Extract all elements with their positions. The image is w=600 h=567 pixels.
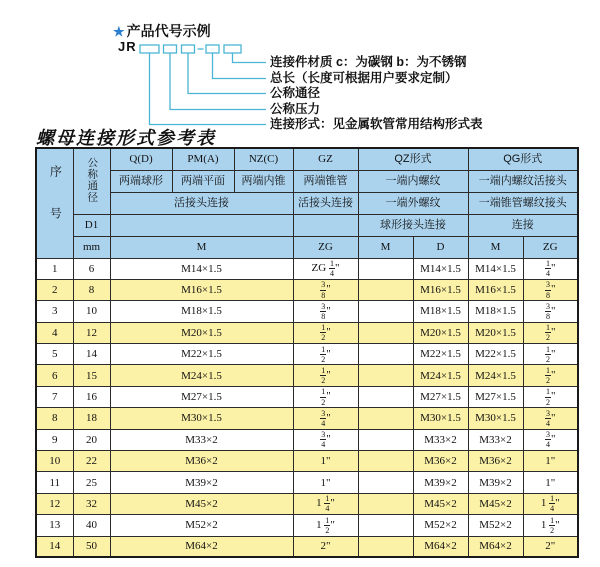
label-pressure: 公称压力 xyxy=(270,102,321,116)
cell-thread-m: M39×2 xyxy=(110,472,293,493)
table-row xyxy=(36,386,578,407)
cell-qg-zg: $\frac{1}{2}$ " xyxy=(523,365,578,386)
leader-line-diameter xyxy=(188,53,266,94)
cell-qz-d: M18×1.5 xyxy=(413,301,468,322)
cell-qz-d: M36×2 xyxy=(413,451,468,472)
header-qg-desc2: 一端锥管螺纹接头 xyxy=(468,192,578,214)
cell-gz: 2" xyxy=(293,536,358,557)
header-left-unit: M xyxy=(110,236,293,258)
cell-seq: 9 xyxy=(36,429,73,450)
cell-qz-m xyxy=(358,258,413,279)
cell-diameter: 15 xyxy=(73,365,110,386)
cell-seq: 5 xyxy=(36,344,73,365)
cell-seq: 4 xyxy=(36,322,73,343)
cell-qg-m: M36×2 xyxy=(468,451,523,472)
code-box-5 xyxy=(224,45,241,53)
cell-qg-m: M45×2 xyxy=(468,493,523,514)
cell-thread-m: M33×2 xyxy=(110,429,293,450)
cell-qz-m xyxy=(358,408,413,429)
cell-qz-d: M33×2 xyxy=(413,429,468,450)
header-qz-desc2: 一端外螺纹 xyxy=(358,192,468,214)
cell-qg-m: M14×1.5 xyxy=(468,258,523,279)
cell-diameter: 6 xyxy=(73,258,110,279)
cell-thread-m: M30×1.5 xyxy=(110,408,293,429)
cell-qz-d: M27×1.5 xyxy=(413,386,468,407)
table-row xyxy=(36,493,578,514)
cell-qg-zg: $\frac{1}{2}$ " xyxy=(523,322,578,343)
header-seq: 序号 xyxy=(36,148,73,258)
cell-qz-d: M24×1.5 xyxy=(413,365,468,386)
cell-qg-m: M16×1.5 xyxy=(468,279,523,300)
cell-qz-m xyxy=(358,301,413,322)
cell-qz-d: M52×2 xyxy=(413,515,468,536)
cell-qz-d: M30×1.5 xyxy=(413,408,468,429)
cell-qz-d: M22×1.5 xyxy=(413,344,468,365)
cell-diameter: 22 xyxy=(73,451,110,472)
code-box-3 xyxy=(182,45,195,53)
cell-seq: 14 xyxy=(36,536,73,557)
cell-diameter: 40 xyxy=(73,515,110,536)
cell-qg-m: M22×1.5 xyxy=(468,344,523,365)
cell-qg-m: M20×1.5 xyxy=(468,322,523,343)
cell-qg-zg: $\frac{1}{2}$ " xyxy=(523,386,578,407)
cell-seq: 6 xyxy=(36,365,73,386)
cell-thread-m: M14×1.5 xyxy=(110,258,293,279)
table-header xyxy=(36,148,578,258)
cell-qz-d: M64×2 xyxy=(413,536,468,557)
cell-diameter: 18 xyxy=(73,408,110,429)
header-qz-unit1: M xyxy=(358,236,413,258)
cell-qz-m xyxy=(358,536,413,557)
table-row xyxy=(36,451,578,472)
header-qg-unit1: M xyxy=(468,236,523,258)
table-row xyxy=(36,472,578,493)
header-gz-connection: 活接头连接 xyxy=(293,192,358,214)
cell-qz-d: M39×2 xyxy=(413,472,468,493)
cell-gz: ZG $\frac{1}{4}$ " xyxy=(293,258,358,279)
cell-seq: 8 xyxy=(36,408,73,429)
header-nzc-desc: 两端内锥 xyxy=(234,170,293,192)
cell-diameter: 10 xyxy=(73,301,110,322)
cell-gz: 1 $\frac{1}{2}$ " xyxy=(293,515,358,536)
cell-diameter: 32 xyxy=(73,493,110,514)
cell-qg-zg: $\frac{3}{8}$ " xyxy=(523,279,578,300)
header-qz-unit2: D xyxy=(413,236,468,258)
header-qd-desc: 两端球形 xyxy=(110,170,172,192)
header-qg-code: QG形式 xyxy=(468,148,578,170)
cell-gz: $\frac{1}{2}$ " xyxy=(293,365,358,386)
header-qz-code: QZ形式 xyxy=(358,148,468,170)
cell-diameter: 12 xyxy=(73,322,110,343)
cell-qg-m: M24×1.5 xyxy=(468,365,523,386)
cell-qg-m: M18×1.5 xyxy=(468,301,523,322)
cell-qg-m: M64×2 xyxy=(468,536,523,557)
cell-qg-m: M33×2 xyxy=(468,429,523,450)
cell-qz-m xyxy=(358,386,413,407)
cell-gz: $\frac{3}{8}$ " xyxy=(293,279,358,300)
cell-diameter: 50 xyxy=(73,536,110,557)
cell-thread-m: M20×1.5 xyxy=(110,322,293,343)
cell-qg-m: M30×1.5 xyxy=(468,408,523,429)
cell-seq: 1 xyxy=(36,258,73,279)
cell-qz-d: M45×2 xyxy=(413,493,468,514)
cell-thread-m: M18×1.5 xyxy=(110,301,293,322)
header-empty-gz xyxy=(293,214,358,236)
cell-qg-zg: $\frac{3}{4}$ " xyxy=(523,408,578,429)
table-row xyxy=(36,365,578,386)
header-gz-code: GZ xyxy=(293,148,358,170)
leader-line-form xyxy=(150,53,267,125)
cell-gz: $\frac{3}{4}$ " xyxy=(293,429,358,450)
leader-line-material xyxy=(233,53,267,63)
table-row xyxy=(36,536,578,557)
cell-seq: 3 xyxy=(36,301,73,322)
header-gz-unit: ZG xyxy=(293,236,358,258)
cell-diameter: 14 xyxy=(73,344,110,365)
table-row xyxy=(36,429,578,450)
cell-seq: 7 xyxy=(36,386,73,407)
cell-qz-m xyxy=(358,451,413,472)
cell-qg-zg: 1 $\frac{1}{4}$ " xyxy=(523,493,578,514)
cell-gz: 1" xyxy=(293,472,358,493)
header-gz-desc: 两端锥管 xyxy=(293,170,358,192)
cell-gz: $\frac{1}{2}$ " xyxy=(293,322,358,343)
table-row xyxy=(36,515,578,536)
cell-seq: 11 xyxy=(36,472,73,493)
cell-qz-m xyxy=(358,493,413,514)
cell-gz: $\frac{3}{4}$ " xyxy=(293,408,358,429)
leader-line-pressure xyxy=(170,53,266,110)
header-qz-desc1: 一端内螺纹 xyxy=(358,170,468,192)
cell-qz-m xyxy=(358,365,413,386)
cell-thread-m: M52×2 xyxy=(110,515,293,536)
code-box-4 xyxy=(206,45,219,53)
table-body xyxy=(36,258,578,557)
header-pma-code: PM(A) xyxy=(172,148,234,170)
label-form: 连接形式：见金属软管常用结构形式表 xyxy=(270,117,483,131)
label-material: 连接件材质 c：为碳钢 b：为不锈钢 xyxy=(270,55,467,69)
cell-qz-d: M20×1.5 xyxy=(413,322,468,343)
leader-line-length xyxy=(213,53,267,79)
cell-qz-m xyxy=(358,515,413,536)
cell-qz-m xyxy=(358,472,413,493)
cell-gz: 1 $\frac{1}{4}$ " xyxy=(293,493,358,514)
cell-qz-d: M14×1.5 xyxy=(413,258,468,279)
cell-diameter: 16 xyxy=(73,386,110,407)
table-row xyxy=(36,279,578,300)
cell-qg-zg: 1" xyxy=(523,451,578,472)
product-code-heading-label: 产品代号示例 xyxy=(126,23,211,39)
cell-gz: $\frac{1}{2}$ " xyxy=(293,386,358,407)
cell-diameter: 8 xyxy=(73,279,110,300)
cell-gz: 1" xyxy=(293,451,358,472)
label-diameter: 公称通径 xyxy=(270,86,321,100)
table-row xyxy=(36,344,578,365)
cell-qz-m xyxy=(358,429,413,450)
cell-qg-zg: $\frac{1}{2}$ " xyxy=(523,344,578,365)
cell-thread-m: M64×2 xyxy=(110,536,293,557)
header-qz-connection: 球形接头连接 xyxy=(358,214,468,236)
table-row xyxy=(36,258,578,279)
label-length: 总长（长度可根据用户要求定制） xyxy=(270,71,458,85)
code-prefix: JR xyxy=(118,39,137,54)
cell-thread-m: M36×2 xyxy=(110,451,293,472)
star-icon: ★ xyxy=(113,24,125,39)
header-qg-connection: 连接 xyxy=(468,214,578,236)
header-qd-code: Q(D) xyxy=(110,148,172,170)
cell-thread-m: M22×1.5 xyxy=(110,344,293,365)
cell-thread-m: M27×1.5 xyxy=(110,386,293,407)
table-title: 螺母连接形式参考表 xyxy=(36,128,216,148)
table-row xyxy=(36,408,578,429)
cell-thread-m: M24×1.5 xyxy=(110,365,293,386)
header-pma-desc: 两端平面 xyxy=(172,170,234,192)
cell-diameter: 20 xyxy=(73,429,110,450)
code-box-2 xyxy=(164,45,177,53)
cell-qg-zg: $\frac{1}{4}$ " xyxy=(523,258,578,279)
cell-diameter: 25 xyxy=(73,472,110,493)
cell-qz-m xyxy=(358,344,413,365)
cell-thread-m: M45×2 xyxy=(110,493,293,514)
header-left-connection: 活接头连接 xyxy=(110,192,293,214)
cell-qg-zg: 2" xyxy=(523,536,578,557)
cell-seq: 2 xyxy=(36,279,73,300)
nut-connection-table xyxy=(35,147,579,558)
cell-seq: 13 xyxy=(36,515,73,536)
cell-qz-m xyxy=(358,279,413,300)
cell-qg-m: M39×2 xyxy=(468,472,523,493)
cell-qg-zg: 1 $\frac{1}{2}$ " xyxy=(523,515,578,536)
table-row xyxy=(36,322,578,343)
cell-qz-m xyxy=(358,322,413,343)
header-empty-left xyxy=(110,214,293,236)
cell-thread-m: M16×1.5 xyxy=(110,279,293,300)
cell-qg-m: M52×2 xyxy=(468,515,523,536)
cell-gz: $\frac{3}{8}$ " xyxy=(293,301,358,322)
cell-qg-zg: 1" xyxy=(523,472,578,493)
header-nzc-code: NZ(C) xyxy=(234,148,293,170)
cell-qg-zg: $\frac{3}{8}$ " xyxy=(523,301,578,322)
header-unit-mm: mm xyxy=(73,236,110,258)
cell-qg-m: M27×1.5 xyxy=(468,386,523,407)
cell-qg-zg: $\frac{3}{4}$ " xyxy=(523,429,578,450)
header-qg-desc1: 一端内螺纹活接头 xyxy=(468,170,578,192)
cell-seq: 12 xyxy=(36,493,73,514)
header-nominal-diameter: 公称通径 xyxy=(73,148,110,214)
cell-gz: $\frac{1}{2}$ " xyxy=(293,344,358,365)
table-row xyxy=(36,301,578,322)
code-box-1 xyxy=(140,45,159,53)
cell-qz-d: M16×1.5 xyxy=(413,279,468,300)
header-qg-unit2: ZG xyxy=(523,236,578,258)
cell-seq: 10 xyxy=(36,451,73,472)
header-d1: D1 xyxy=(73,214,110,236)
